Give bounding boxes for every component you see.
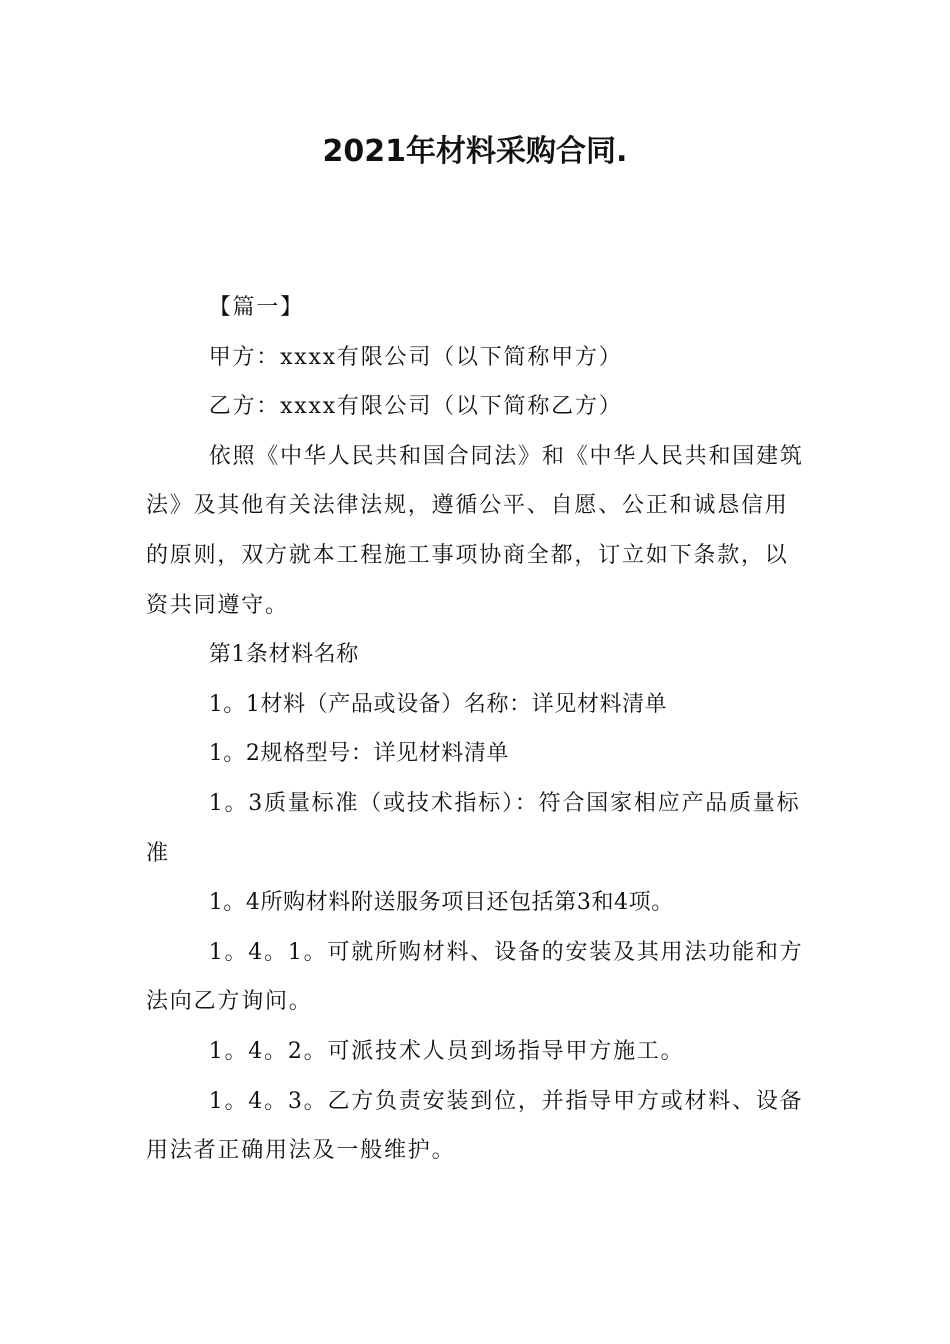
party-a-line: 甲方：xxxx有限公司（以下简称甲方） (208, 344, 623, 370)
clause-paragraph: 1。4。3。乙方负责安装到位，并指导甲方或材料、设备用法者正确用法及一般维护。 (146, 1088, 804, 1164)
document-body (146, 283, 808, 1176)
document-title: 2021年材料采购合同. (322, 134, 628, 169)
preamble-paragraph: 依照《中华人民共和国合同法》和《中华人民共和国建筑法》及其他有关法律法规，遵循公平、自愿、公正和诚恳信用的原则，双方就本工程施工事项协商全都，订立如下条款，以资共同遵守。 (146, 443, 804, 618)
party-b-line: 乙方：xxxx有限公司（以下简称乙方） (208, 394, 623, 420)
clause-paragraph: 1。1材料（产品或设备）名称：详见材料清单 (208, 691, 668, 717)
clause-paragraph: 1。4。1。可就所购材料、设备的安装及其用法功能和方法向乙方询问。 (146, 939, 804, 1015)
clause-paragraph: 1。4。2。可派技术人员到场指导甲方施工。 (208, 1038, 685, 1064)
clause-paragraph: 1。2规格型号：详见材料清单 (208, 741, 510, 767)
clause-paragraph: 1。3质量标准（或技术指标）：符合国家相应产品质量标准 (146, 790, 801, 866)
article-heading: 第1条材料名称 (208, 642, 359, 668)
section-heading: 【篇一】 (208, 295, 304, 320)
clause-paragraph: 1。4所购材料附送服务项目还包括第3和4项。 (208, 890, 674, 916)
